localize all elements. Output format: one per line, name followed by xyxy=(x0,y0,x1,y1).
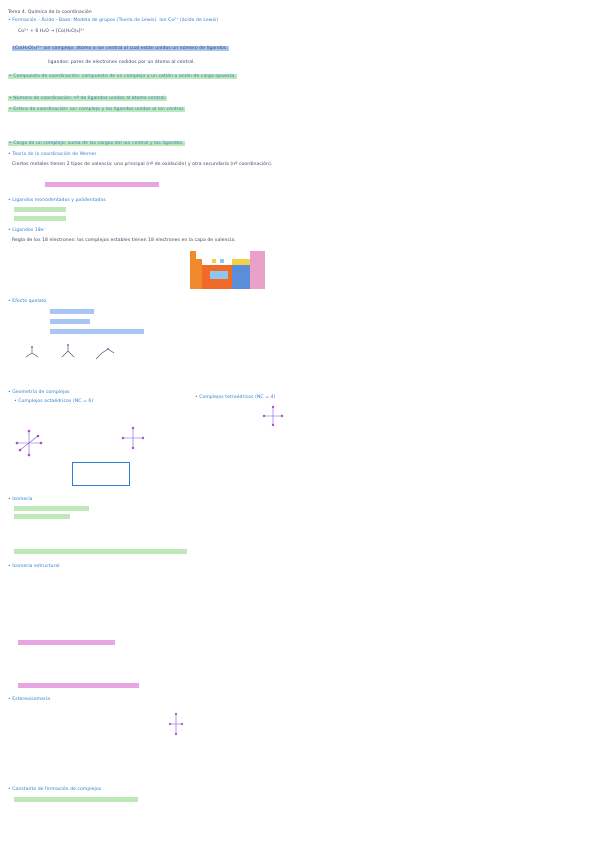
note-line-11: • Ligandos monodentados y polidentados xyxy=(8,198,106,203)
periodic-table-image xyxy=(190,251,265,289)
const-hl xyxy=(14,797,138,803)
note-line-5: • Compuesto de coordinación: compuesto de un complejo y un catión o anión de carga opuesta. xyxy=(9,74,236,79)
chelate-hl-3 xyxy=(50,329,144,335)
note-line-21: • Constante de formación de complejos xyxy=(8,787,102,792)
note-line-12: • Ligandos 18e⁻ xyxy=(8,228,47,233)
note-line-19: • Isomería estructural xyxy=(8,564,60,569)
note-line-18: • Isomería xyxy=(8,497,33,502)
lig-hl-2 xyxy=(14,216,66,222)
note-line-15: • Geometría de complejos xyxy=(8,390,70,395)
note-line-10: Ciertos metales tienen 2 tipos de valencia: una principal (nº de oxidación) y otra secundaria (nº coordinación). xyxy=(12,162,273,167)
iso-hl-1 xyxy=(14,506,89,512)
note-line-9: • Teoría de la coordinación de Werner xyxy=(8,152,97,157)
note-line-1: • Formación - Ácido - Base: Modelo de grupos (Teoría de Lewis). Ion Co²⁺ (ácido de Lewis) xyxy=(8,18,219,23)
tetrahedral-sketch xyxy=(262,405,284,427)
chelate-hl-2 xyxy=(50,319,90,325)
note-line-3: (Co(H₂O)₆)²⁺ ion complejo: átomo o ion central al cual están unidos un número de ligandos. xyxy=(13,46,228,51)
formula-line: Co²⁺ + 6 H₂O → [Co(H₂O)₆]²⁺ xyxy=(18,29,85,34)
stereo-sketch xyxy=(168,712,184,736)
note-line-13: Regla de los 18 electrones: los complejos estables tienen 18 electrones en la capa de valencia. xyxy=(12,238,236,243)
note-line-4: ligandos: pares de electrones cedidos por un átomo al central. xyxy=(48,60,195,65)
lig-hl-1 xyxy=(14,207,66,213)
note-line-20: • Estereoisomería xyxy=(8,697,51,702)
geometry-box xyxy=(72,462,130,486)
note-line-6: • Número de coordinación: nº de ligandos unidos al átomo central. xyxy=(9,96,167,101)
note-line-8: • Carga de un complejo: suma de las cargas del ion central y los ligandos. xyxy=(9,141,184,146)
page-title: Tema 4. Química de la coordinación xyxy=(8,10,92,15)
iso-pink-1 xyxy=(18,640,115,646)
note-line-14: • Efecto quelato xyxy=(8,299,47,304)
chelate-hl-1 xyxy=(50,309,94,315)
iso-hl-2 xyxy=(14,514,70,520)
iso-hl-3 xyxy=(14,549,187,555)
werner-highlight xyxy=(45,182,159,188)
note-line-17: • Complejos tetraédricos (NC = 4) xyxy=(195,395,276,400)
note-line-16: • Complejos octaédricos (NC = 6) xyxy=(14,399,94,404)
square-planar-sketch xyxy=(120,425,146,451)
ligand-sketches xyxy=(12,343,122,373)
iso-pink-2 xyxy=(18,683,139,689)
note-line-7: • Esfera de coordinación: ion complejo y los ligandos unidos al ion central. xyxy=(9,107,185,112)
octahedral-sketch xyxy=(14,428,44,458)
